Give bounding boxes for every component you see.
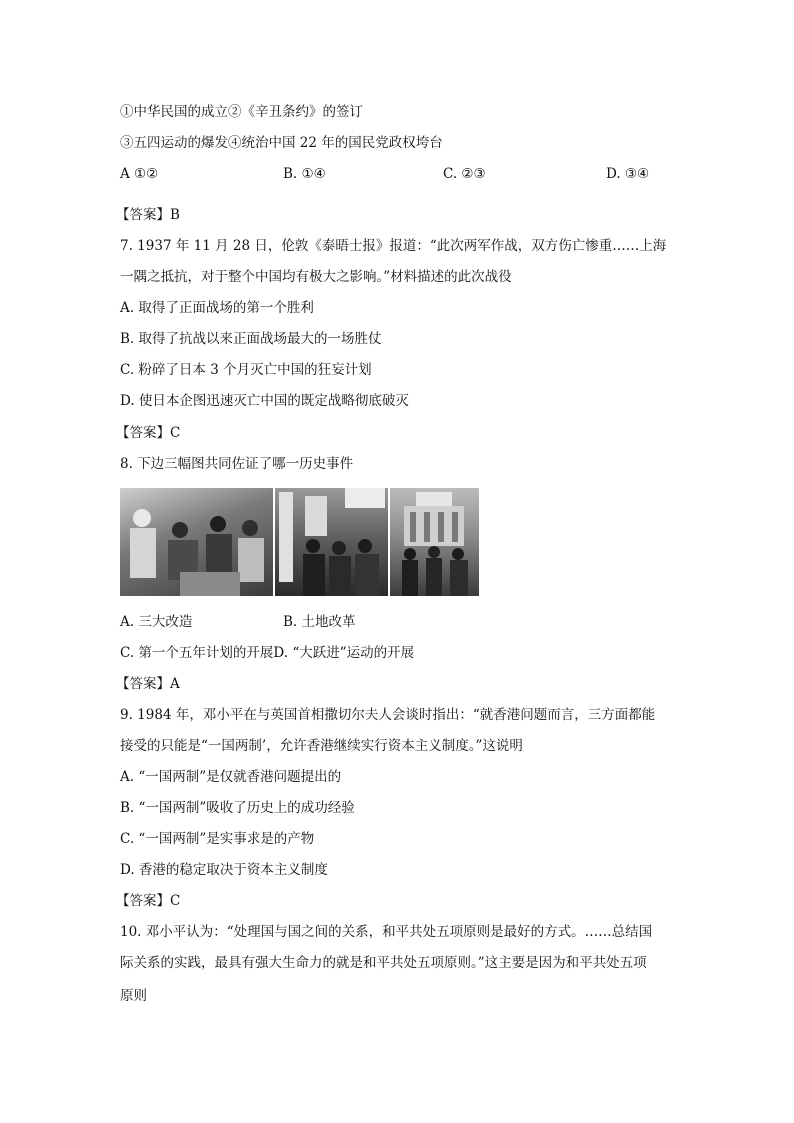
q6-item-line-1: ①中华民国的成立②《辛丑条约》的签订 (120, 104, 363, 120)
q6-option-d: D. ③④ (606, 166, 650, 182)
photo-3-figures (390, 488, 479, 596)
q10-stem-line-2: 际关系的实践，最具有强大生命力的就是和平共处五项原则。”这主要是因为和平共处五项 (120, 955, 647, 971)
historical-photo-3 (390, 488, 479, 596)
q8-option-b: B. 土地改革 (283, 614, 356, 630)
q7-stem-line-2: 一隅之抵抗，对于整个中国均有极大之影响。”材料描述的此次战役 (120, 269, 512, 285)
q8-options-cd: C. 第一个五年计划的开展D. “大跃进”运动的开展 (120, 645, 415, 661)
q8-option-a: A. 三大改造 (120, 614, 193, 630)
q7-option-d: D. 使日本企图迅速灭亡中国的既定战略彻底破灭 (120, 393, 409, 409)
q6-option-c: C. ②③ (443, 166, 486, 182)
photo-2-figures (275, 488, 388, 596)
q7-option-c: C. 粉碎了日本 3 个月灭亡中国的狂妄计划 (120, 362, 372, 378)
q9-option-c: C. “一国两制”是实事求是的产物 (120, 831, 315, 847)
q7-answer: 【答案】C (116, 425, 181, 441)
q9-stem-line-2: 接受的只能是“一国两制’，允许香港继续实行资本主义制度。”这说明 (120, 738, 523, 754)
q8-stem: 8. 下边三幅图共同佐证了哪一历史事件 (120, 456, 354, 472)
q9-option-b: B. “一国两制”吸收了历史上的成功经验 (120, 800, 355, 816)
q7-option-a: A. 取得了正面战场的第一个胜利 (120, 300, 314, 316)
q10-stem-line-3: 原则 (120, 988, 147, 1004)
q8-answer: 【答案】A (116, 676, 180, 692)
q7-stem-line-1: 7. 1937 年 11 月 28 日，伦敦《泰晤士报》报道：“此次两军作战，双方伤亡惨重……上海 (120, 238, 667, 254)
q9-option-a: A. “一国两制”是仅就香港问题提出的 (120, 769, 342, 785)
photo-1-figures (120, 488, 273, 596)
q6-item-line-2: ③五四运动的爆发④统治中国 22 年的国民党政权垮台 (120, 135, 443, 151)
q6-option-a: A ①② (120, 166, 159, 182)
q6-answer: 【答案】B (116, 207, 180, 223)
historical-photo-1 (120, 488, 273, 596)
q9-option-d: D. 香港的稳定取决于资本主义制度 (120, 862, 328, 878)
q7-option-b: B. 取得了抗战以来正面战场最大的一场胜仗 (120, 331, 382, 347)
q9-stem-line-1: 9. 1984 年，邓小平在与英国首相撒切尔夫人会谈时指出：“就香港问题而言，三方面都能 (120, 707, 656, 723)
q10-stem-line-1: 10. 邓小平认为：“处理国与国之间的关系，和平共处五项原则是最好的方式。……总结国 (120, 924, 653, 940)
q6-option-b: B. ①④ (283, 166, 326, 182)
historical-photo-2 (275, 488, 388, 596)
q9-answer: 【答案】C (116, 893, 181, 909)
